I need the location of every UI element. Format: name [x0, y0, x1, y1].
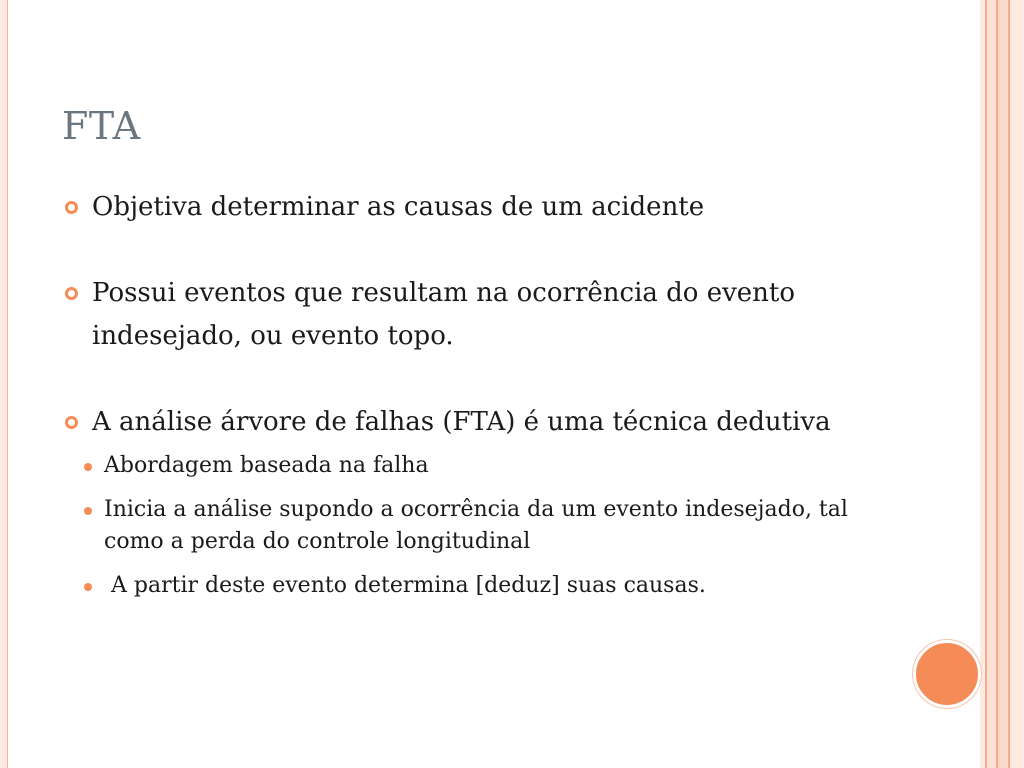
- slide-title: FTA: [62, 104, 141, 148]
- dot-bullet-icon: [84, 463, 92, 471]
- bullet-item: [62, 401, 862, 444]
- left-frame-line: [0, 0, 8, 768]
- bullet-item: [62, 186, 862, 229]
- stripe: [998, 0, 1008, 768]
- ring-bullet-icon: [65, 416, 78, 429]
- sub-bullet-item: [62, 570, 862, 602]
- sub-bullet-text: Inicia a análise supondo a ocorrência da um evento indesejado, tal como a perda do controle longitudinal: [104, 497, 848, 554]
- bullet-text: Objetiva determinar as causas de um acidente: [92, 192, 705, 222]
- bullet-text: A análise árvore de falhas (FTA) é uma técnica dedutiva: [92, 407, 831, 437]
- dot-bullet-icon: [84, 507, 92, 515]
- sub-bullet-item: [62, 450, 862, 482]
- sub-bullet-item: [62, 494, 862, 558]
- sub-bullet-text: Abordagem baseada na falha: [104, 453, 429, 478]
- bullet-item: [62, 272, 862, 358]
- stripe: [987, 0, 996, 768]
- slide-content: [62, 186, 862, 602]
- stripe: [1010, 0, 1024, 768]
- sub-bullet-list: [62, 450, 862, 602]
- right-decorative-stripes: [980, 0, 1024, 768]
- sub-bullet-text: A partir deste evento determina [deduz] suas causas.: [104, 573, 706, 598]
- bullet-text: Possui eventos que resultam na ocorrência do evento indesejado, ou evento topo.: [92, 278, 796, 351]
- orange-circle-decoration: [913, 640, 981, 708]
- ring-bullet-icon: [65, 287, 78, 300]
- ring-bullet-icon: [65, 201, 78, 214]
- dot-bullet-icon: [84, 583, 92, 591]
